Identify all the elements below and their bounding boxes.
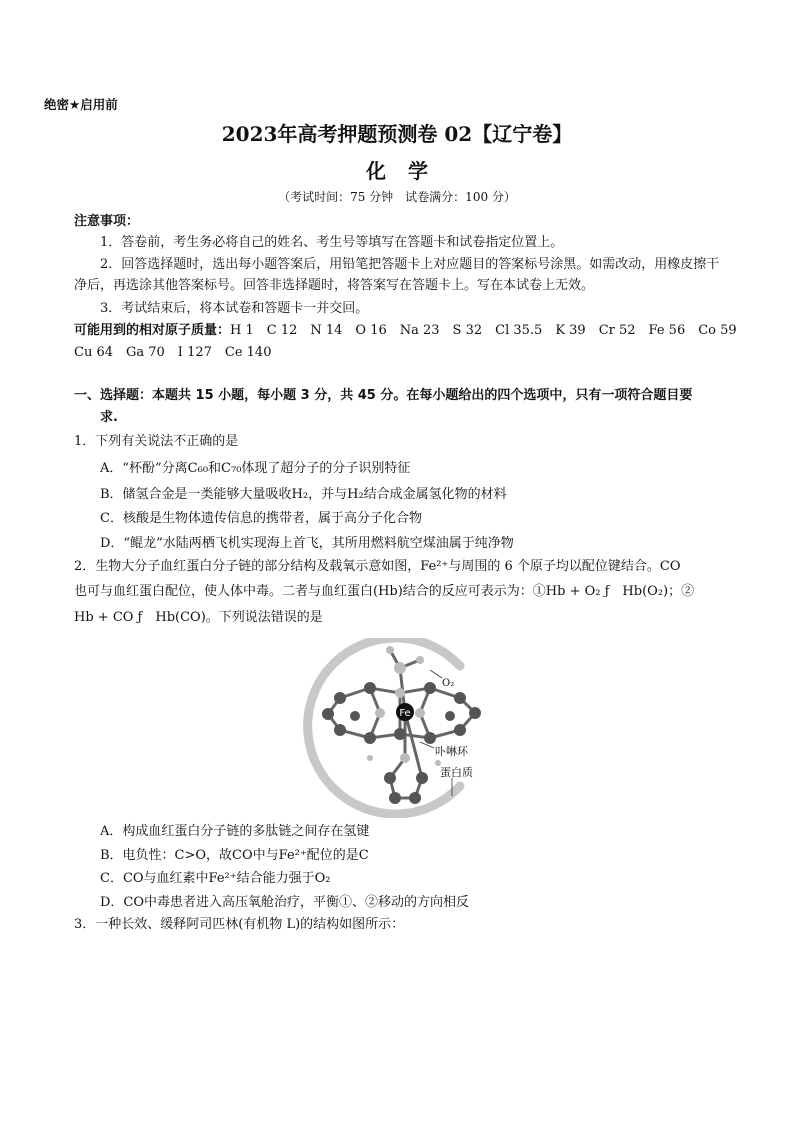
q3-stem: 3．一种长效、缓释阿司匹林(有机物 L)的结构如图所示： — [74, 917, 405, 932]
notice-item-1: 1．答卷前，考生务必将自己的姓名、考生号等填写在答题卡和试卷指定位置上。 — [100, 235, 564, 250]
section1-heading-cont: 求. — [100, 410, 118, 425]
hemoglobin-figure — [300, 638, 510, 818]
q2-option-a: A．构成血红蛋白分子链的多肽链之间存在氢键 — [100, 824, 370, 839]
subject-title: 化学 — [366, 159, 450, 183]
atomic-mass-line — [74, 320, 737, 341]
q1-option-d: D．“鲲龙”水陆两栖飞机实现海上首飞，其所用燃料航空煤油属于纯净物 — [100, 536, 514, 551]
o2-label: O₂ — [442, 678, 455, 689]
atomic-mass-values: H 1 C 12 N 14 O 16 Na 23 S 32 Cl 35.5 K 39 Cr 52 Fe 56 Co 59 — [230, 323, 737, 338]
protein-label: 蛋白质 — [440, 766, 473, 779]
confidential-mark: 绝密★启用前 — [44, 97, 118, 112]
q2-stem-line3: Hb + CO ƒ Hb(CO)。下列说法错误的是 — [74, 610, 323, 625]
atomic-mass-label: 可能用到的相对原子质量： — [74, 323, 231, 338]
porphyrin-label: 卟啉环 — [435, 745, 468, 758]
fe-label: Fe — [399, 708, 411, 719]
q2-stem-line2: 也可与血红蛋白配位，使人体中毒。二者与血红蛋白(Hb)结合的反应可表示为：①Hb + O₂ ƒ Hb(O₂)；② — [74, 584, 695, 599]
q1-option-c: C．核酸是生物体遗传信息的携带者，属于高分子化合物 — [100, 511, 422, 526]
section1-heading: 一、选择题：本题共 15 小题，每小题 3 分，共 45 分。在每小题给出的四个选项中，只有一项符合题目要 — [74, 388, 693, 403]
exam-title: 2023年高考押题预测卷 02【辽宁卷】 — [221, 122, 573, 146]
notice-item-2: 2．回答选择题时，选出每小题答案后，用铅笔把答题卡上对应题目的答案标号涂黑。如需改动，用橡皮擦干净后，再选涂其他答案标号。回答非选择题时，将答案写在答题卡上。写在本试卷上无效。 — [74, 257, 720, 293]
atomic-mass-line-2: Cu 64 Ga 70 I 127 Ce 140 — [74, 345, 272, 360]
q2-option-b: B．电负性：C>O，故CO中与Fe²⁺配位的是C — [100, 848, 369, 863]
q2-option-d: D．CO中毒患者进入高压氧舱治疗，平衡①、②移动的方向相反 — [100, 895, 470, 910]
hemoglobin-diagram — [300, 638, 510, 818]
notice-heading: 注意事项： — [74, 214, 140, 229]
q1-option-a: A．“杯酚”分离C₆₀和C₇₀体现了超分子的分子识别特征 — [100, 461, 411, 476]
q1-stem: 1．下列有关说法不正确的是 — [74, 434, 239, 449]
exam-info: （考试时间：75 分钟 试卷满分：100 分） — [278, 190, 516, 204]
q2-stem-line1: 2．生物大分子血红蛋白分子链的部分结构及载氧示意如图，Fe²⁺与周围的 6 个原子均以配位键结合。CO — [74, 559, 681, 574]
notice-item-3: 3．考试结束后，将本试卷和答题卡一并交回。 — [100, 301, 369, 316]
q1-option-b: B．储氢合金是一类能够大量吸收H₂，并与H₂结合成金属氢化物的材料 — [100, 487, 507, 502]
q2-option-c: C．CO与血红素中Fe²⁺结合能力强于O₂ — [100, 871, 331, 886]
